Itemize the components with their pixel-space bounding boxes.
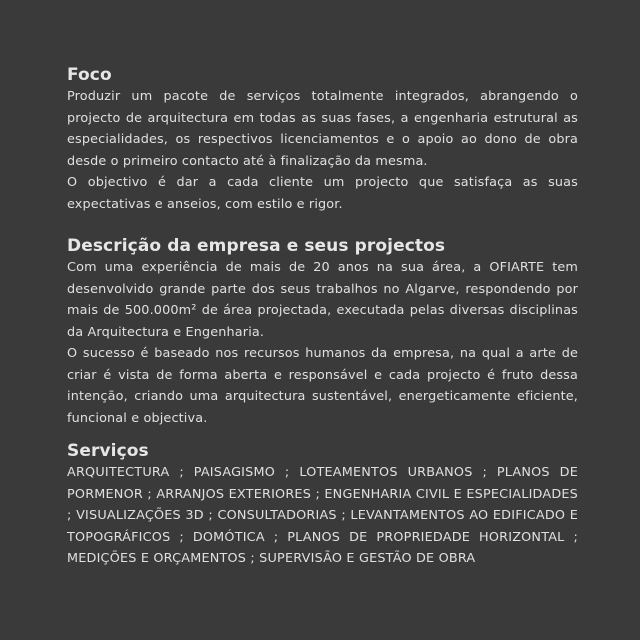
section-title-foco: Foco [67, 65, 112, 85]
descricao-paragraph-1: Com uma experiência de mais de 20 anos na sua área, a OFIARTE tem desenvolvido grande parte dos seus trabalhos no Algarve, respondendo por mais de 500.000m² de área projectada, executada pelas diversas disciplinas da Arquitectura e Engenharia. [67, 260, 578, 340]
descricao-paragraph-2: O sucesso é baseado nos recursos humanos da empresa, na qual a arte de criar é vista de forma aberta e responsável e cada projecto é fruto dessa intenção, criando uma arquitectura sustentável, energeticamente eficiente, funcional e objectiva. [67, 346, 578, 426]
section-foco [67, 64, 578, 215]
foco-paragraph-1: Produzir um pacote de serviços totalmente integrados, abrangendo o projecto de arquitectura em todas as suas fases, a engenharia estrutural as especialidades, os respectivos licenciamentos e o apoio ao dono de obra desde o primeiro contacto até à finalização da mesma. [67, 89, 578, 169]
section-title-descricao: Descrição da empresa e seus projectos [67, 236, 446, 256]
section-descricao [67, 235, 578, 429]
servicos-list: ARQUITECTURA ; PAISAGISMO ; LOTEAMENTOS URBANOS ; PLANOS DE PORMENOR ; ARRANJOS EXTERIORES ; ENGENHARIA CIVIL E ESPECIALIDADES ; VISUALIZAÇÕES 3D ; CONSULTADORIAS ; LEVANTAMENTOS AO EDIFICADO E TOPOGRÁFICOS ; DOMÓTICA ; PLANOS DE PROPRIEDADE HORIZONTAL ; MEDIÇÕES E ORÇAMENTOS ; SUPERVISÃO E GESTÃO DE OBRA [67, 465, 578, 566]
section-servicos [67, 440, 578, 570]
foco-paragraph-2: O objectivo é dar a cada cliente um projecto que satisfaça as suas expectativas e anseios, com estilo e rigor. [67, 175, 578, 212]
section-title-servicos: Serviços [67, 441, 149, 461]
